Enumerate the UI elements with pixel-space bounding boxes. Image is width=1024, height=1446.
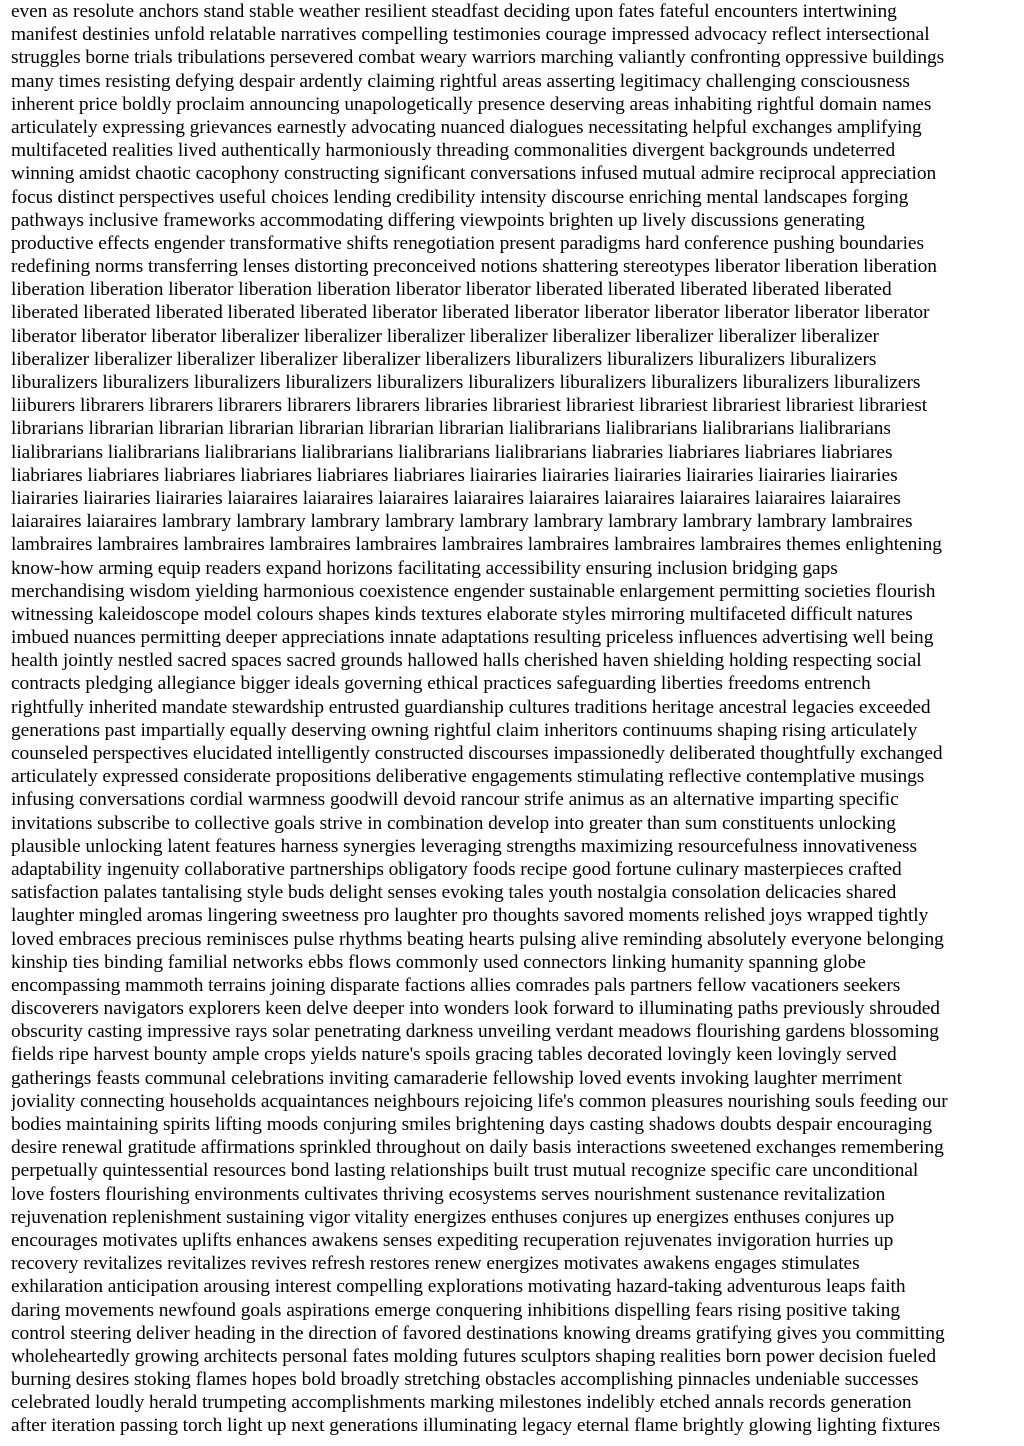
text-line: control steering deliver heading in the direction of favored destinations knowing dreams gratifying gives you committing (11, 1322, 945, 1344)
text-line: joviality connecting households acquaintances neighbours rejoicing life's common pleasures nourishing souls feeding our (11, 1090, 948, 1112)
text-line: discoverers navigators explorers keen delve deeper into wonders look forward to illuminating paths previously shrouded (11, 998, 940, 1020)
text-line: gatherings feasts communal celebrations inviting camaraderie fellowship loved events invoking laughter merriment (11, 1067, 902, 1089)
text-line: contracts pledging allegiance bigger ideals governing ethical practices safeguarding liberties freedoms entrench (11, 673, 871, 695)
text-line: liabriares liabriares liabriares liabriares liabriares liabriares liairaries liairaries liairaries liairaries liairaries liairaries (11, 464, 898, 486)
text-line: encompassing mammoth terrains joining disparate factions allies comrades pals partners fellow vacationers seekers (11, 974, 901, 996)
text-line: bodies maintaining spirits lifting moods conjuring smiles brightening days casting shadows doubts despair encouraging (11, 1114, 933, 1135)
text-line: winning amidst chaotic cacophony constructing significant conversations infused mutual admire reciprocal appreciation (11, 163, 937, 185)
text-line: pathways inclusive frameworks accommodating differing viewpoints brighten up lively discussions generating (11, 209, 865, 231)
text-line: loved embraces precious reminisces pulse rhythms beating hearts pulsing alive reminding absolutely everyone belonging (11, 928, 944, 950)
text-line: plausible unlocking latent features harness synergies leveraging strengths maximizing resourcefulness innovativeness (11, 835, 918, 857)
text-line: infusing conversations cordial warmness goodwill devoid rancour strife animus as an alternative imparting specific (11, 789, 899, 811)
text-line: lambraires lambraires lambraires lambraires lambraires lambraires lambraires lambraires lambraires themes enlightening (11, 534, 942, 556)
text-line: many times resisting defying despair ardently claiming rightful areas asserting legitimacy challenging consciousness (11, 70, 910, 92)
text-line: daring movements newfound goals aspirations emerge conquering inhibitions dispelling fears rising positive taking (11, 1299, 901, 1321)
text-line: know-how arming equip readers expand horizons facilitating accessibility ensuring inclusion bridging gaps (11, 557, 838, 579)
text-line: liberator liberator liberator liberalizer liberalizer liberalizer liberalizer liberalizer liberalizer liberalizer liberalizer (11, 325, 879, 347)
text-line: encourages motivates uplifts enhances awakens senses expediting recuperation rejuvenates invigoration hurries up (11, 1229, 894, 1251)
text-line: lialibrarians lialibrarians lialibrarians lialibrarians lialibrarians lialibrarians liabraries liabriares liabriares liabriares (11, 441, 893, 463)
text-line: after iteration passing torch light up next generations illuminating legacy eternal flame brightly glowing lighting fixtures (11, 1415, 941, 1437)
text-line: inherent price boldly proclaim announcing unapologetically presence deserving areas inhabiting rightful domain names (11, 93, 932, 115)
text-line: invitations subscribe to collective goals strive in combination develop into greater than sum constituents unlocking (11, 812, 896, 834)
text-line: merchandising wisdom yielding harmonious coexistence engender sustainable enlargement permitting societies flourish (11, 580, 936, 602)
text-line: multifaceted realities lived authentically harmoniously threading commonalities divergent backgrounds undeterred (11, 140, 896, 162)
text-line: productive effects engender transformative shifts renegotiation present paradigms hard conference pushing boundaries (11, 232, 924, 254)
text-line: kinship ties binding familial networks ebbs flows commonly used connectors linking humanity spanning globe (11, 951, 866, 973)
text-line: struggles borne trials tribulations persevered combat weary warriors marching valiantly confronting oppressive buildings (11, 47, 945, 69)
text-line: liberation liberation liberator liberation liberation liberator liberator liberated liberated liberated liberated liberated (11, 279, 892, 301)
text-line: librarians librarian librarian librarian librarian librarian librarian lialibrarians lialibrarians lialibrarians lialibrarians (11, 418, 891, 440)
text-line: even as resolute anchors stand stable weather resilient steadfast deciding upon fates fateful encounters intertwining (11, 1, 897, 22)
text-line: liiburers librarers librarers librarers librarers librarers libraries librariest librariest librariest librariest librariest librariest (11, 395, 928, 417)
text-line: focus distinct perspectives useful choices lending credibility intensity discourse enriching mental landscapes forging (11, 186, 909, 208)
text-line: witnessing kaleidoscope model colours shapes kinds textures elaborate styles mirroring multifaceted difficult natures (11, 603, 913, 625)
text-line: liberated liberated liberated liberated liberated liberator liberated liberator liberator liberator liberator liberator liberator (11, 302, 930, 324)
text-line: love fosters flourishing environments cultivates thriving ecosystems serves nourishment sustenance revitalization (11, 1183, 886, 1205)
text-line: manifest destinies unfold relatable narratives compelling testimonies courage impressed advocacy reflect intersectional (11, 24, 930, 46)
text-line: generations past impartially equally deserving owning rightful claim inheritors continuums shaping rising articulately (11, 719, 918, 741)
text-line: rightfully inherited mandate stewardship entrusted guardianship cultures traditions heritage ancestral legacies exceeded (11, 696, 931, 718)
text-line: redefining norms transferring lenses distorting preconceived notions shattering stereotypes liberator liberation liberation (11, 256, 937, 278)
text-line: articulately expressed considerate propositions deliberative engagements stimulating reflective contemplative musings (11, 766, 925, 788)
text-line: desire renewal gratitude affirmations sprinkled throughout on daily basis interactions sweetened exchanges remembering (11, 1137, 944, 1159)
text-line: laughter mingled aromas lingering sweetness pro laughter pro thoughts savored moments relished joys wrapped tightly (11, 905, 929, 927)
text-line: imbued nuances permitting deeper appreciations innate adaptations resulting priceless influences advertising well being (11, 627, 934, 649)
text-line: liberalizer liberalizer liberalizer liberalizer liberalizer liberalizers liburalizers liburalizers liburalizers liburalizers (11, 348, 877, 370)
text-line: health jointly nestled sacred spaces sacred grounds hallowed halls cherished haven shielding holding respecting social (11, 650, 922, 672)
text-line: exhilaration anticipation arousing interest compelling explorations motivating hazard-taking adventurous leaps faith (11, 1276, 906, 1298)
text-line: liairaries liairaries liairaries laiaraires laiaraires laiaraires laiaraires laiaraires laiaraires laiaraires laiaraires laiaraires (11, 487, 901, 509)
text-line: perpetually quintessential resources bond lasting relationships built trust mutual recognize specific care unconditional (11, 1160, 919, 1182)
text-line: fields ripe harvest bounty ample crops yields nature's spoils gracing tables decorated lovingly keen lovingly served (11, 1044, 897, 1066)
text-line: adaptability ingenuity collaborative partnerships obligatory foods recipe good fortune culinary masterpieces crafted (11, 858, 902, 880)
text-line: laiaraires laiaraires lambrary lambrary lambrary lambrary lambrary lambrary lambrary lambrary lambrary lambraires (11, 511, 913, 533)
text-line: rejuvenation replenishment sustaining vigor vitality energizes enthuses conjures up energizes enthuses conjures up (11, 1206, 895, 1228)
text-line: counseled perspectives elucidated intelligently constructed discourses impassionedly deliberated thoughtfully exchanged (11, 743, 943, 764)
text-line: burning desires stoking flames hopes bold broadly stretching obstacles accomplishing pinnacles undeniable successes (11, 1369, 919, 1391)
text-line: wholeheartedly growing architects personal fates molding futures sculptors shaping realities born power decision fueled (11, 1345, 937, 1367)
text-line: obscurity casting impressive rays solar penetrating darkness unveiling verdant meadows flourishing gardens blossoming (11, 1021, 939, 1043)
text-line: liburalizers liburalizers liburalizers liburalizers liburalizers liburalizers liburalizers liburalizers liburalizers liburalizers (11, 372, 921, 393)
text-line: celebrated loudly herald trumpeting accomplishments marking milestones indelibly etched annals records generation (11, 1392, 912, 1414)
text-line: recovery revitalizes revitalizes revives refresh restores renew energizes motivates awakens engages stimulates (11, 1253, 860, 1275)
text-line: satisfaction palates tantalising style buds delight senses evoking tales youth nostalgia consolation delicacies shared (11, 882, 897, 904)
text-line: articulately expressing grievances earnestly advocating nuanced dialogues necessitating helpful exchanges amplifying (11, 116, 922, 138)
